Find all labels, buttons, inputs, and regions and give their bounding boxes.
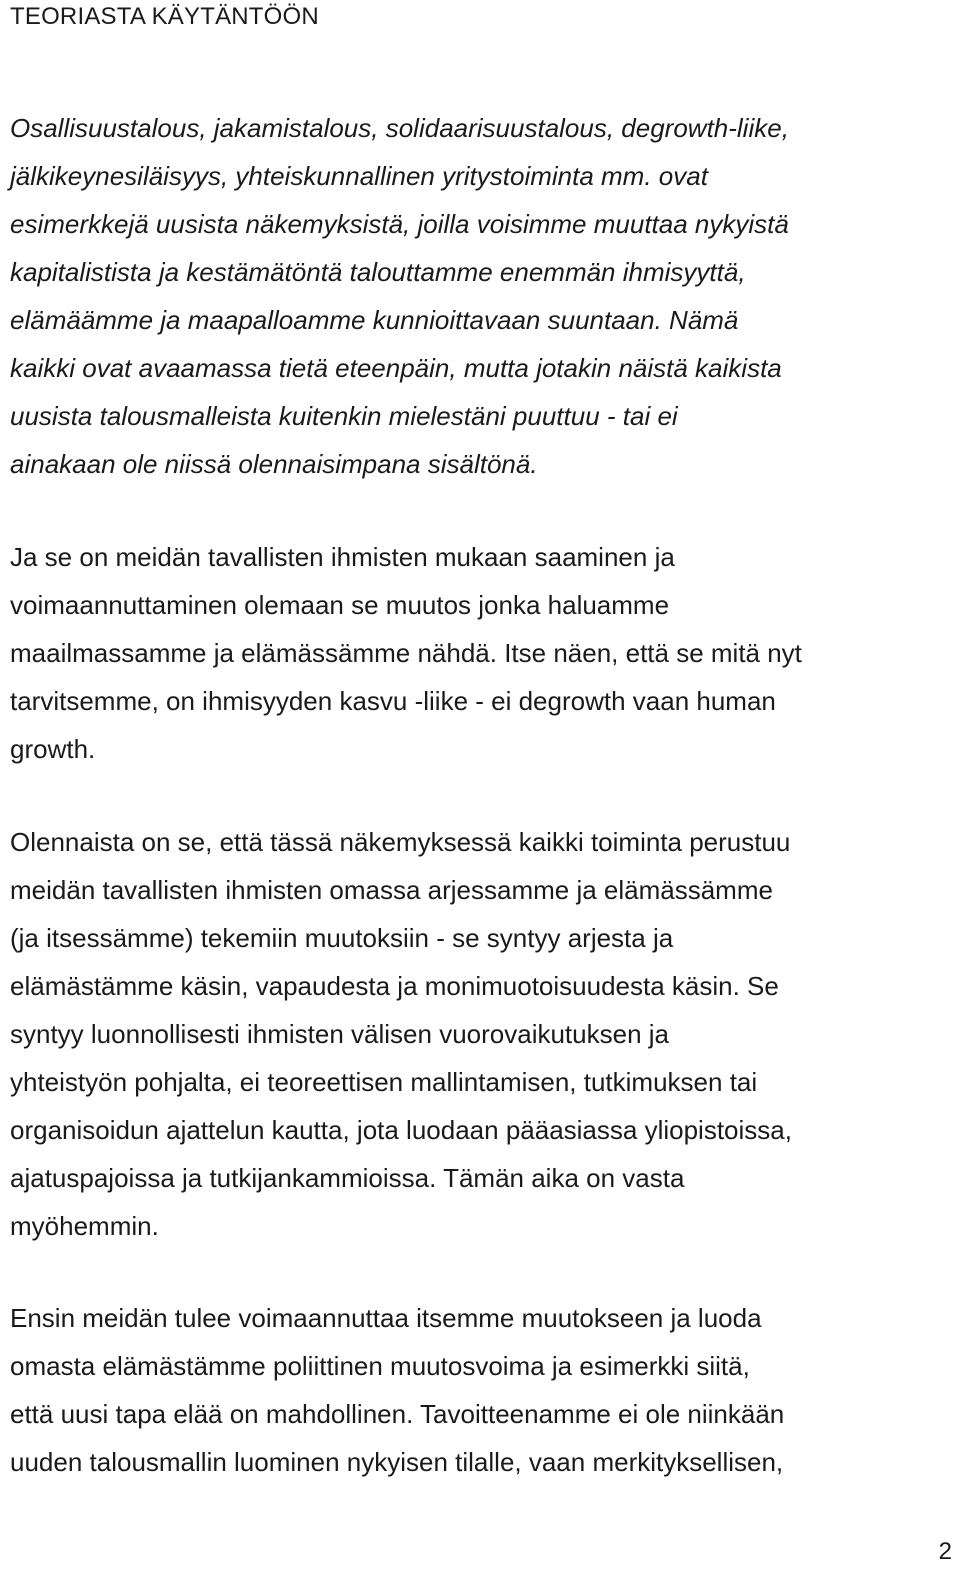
paragraph-line: elämästämme käsin, vapaudesta ja monimuotoisuudesta käsin. Se bbox=[10, 971, 779, 1001]
paragraph-line: voimaannuttaminen olemaan se muutos jonka haluamme bbox=[10, 590, 670, 620]
paragraph-line: esimerkkejä uusista näkemyksistä, joilla voisimme muuttaa nykyistä bbox=[10, 209, 789, 239]
section-heading: TEORIASTA KÄYTÄNTÖÖN bbox=[10, 3, 319, 30]
paragraph-line: growth. bbox=[10, 734, 96, 764]
paragraph-line: Olennaista on se, että tässä näkemyksessä kaikki toiminta perustuu bbox=[10, 827, 791, 857]
paragraph-line: Ja se on meidän tavallisten ihmisten mukaan saaminen ja bbox=[10, 542, 675, 572]
paragraph-line: myöhemmin. bbox=[10, 1211, 159, 1241]
paragraph-3 bbox=[10, 818, 955, 1250]
paragraph-line: että uusi tapa elää on mahdollinen. Tavoitteenamme ei ole niinkään bbox=[10, 1399, 785, 1429]
paragraph-line: Osallisuustalous, jakamistalous, solidaarisuustalous, degrowth-liike, bbox=[10, 113, 789, 143]
paragraph-line: omasta elämästämme poliittinen muutosvoima ja esimerkki siitä, bbox=[10, 1351, 750, 1381]
paragraph-line: uusista talousmalleista kuitenkin mielestäni puuttuu - tai ei bbox=[10, 401, 678, 431]
paragraph-line: uuden talousmallin luominen nykyisen tilalle, vaan merkityksellisen, bbox=[10, 1447, 784, 1477]
paragraph-line: yhteistyön pohjalta, ei teoreettisen mallintamisen, tutkimuksen tai bbox=[10, 1067, 758, 1097]
paragraph-line: syntyy luonnollisesti ihmisten välisen vuorovaikutuksen ja bbox=[10, 1019, 669, 1049]
paragraph-1 bbox=[10, 104, 955, 488]
paragraph-line: organisoidun ajattelun kautta, jota luodaan pääasiassa yliopistoissa, bbox=[10, 1115, 792, 1145]
paragraph-line: (ja itsessämme) tekemiin muutoksiin - se syntyy arjesta ja bbox=[10, 923, 674, 953]
paragraph-line: tarvitsemme, on ihmisyyden kasvu -liike - ei degrowth vaan human bbox=[10, 686, 776, 716]
paragraph-line: Ensin meidän tulee voimaannuttaa itsemme muutokseen ja luoda bbox=[10, 1303, 762, 1333]
paragraph-line: ajatuspajoissa ja tutkijankammioissa. Tämän aika on vasta bbox=[10, 1163, 685, 1193]
page-number: 2 bbox=[938, 1538, 952, 1565]
paragraph-line: maailmassamme ja elämässämme nähdä. Itse näen, että se mitä nyt bbox=[10, 638, 802, 668]
paragraph-line: kapitalistista ja kestämätöntä talouttamme enemmän ihmisyyttä, bbox=[10, 257, 746, 287]
paragraph-line: jälkikeynesiläisyys, yhteiskunnallinen yritystoiminta mm. ovat bbox=[10, 161, 708, 191]
paragraph-4 bbox=[10, 1294, 955, 1486]
paragraph-line: ainakaan ole niissä olennaisimpana sisältönä. bbox=[10, 449, 538, 479]
paragraph-line: elämäämme ja maapalloamme kunnioittavaan suuntaan. Nämä bbox=[10, 305, 739, 335]
paragraph-line: meidän tavallisten ihmisten omassa arjessamme ja elämässämme bbox=[10, 875, 773, 905]
paragraph-line: kaikki ovat avaamassa tietä eteenpäin, mutta jotakin näistä kaikista bbox=[10, 353, 782, 383]
paragraph-2 bbox=[10, 533, 955, 773]
